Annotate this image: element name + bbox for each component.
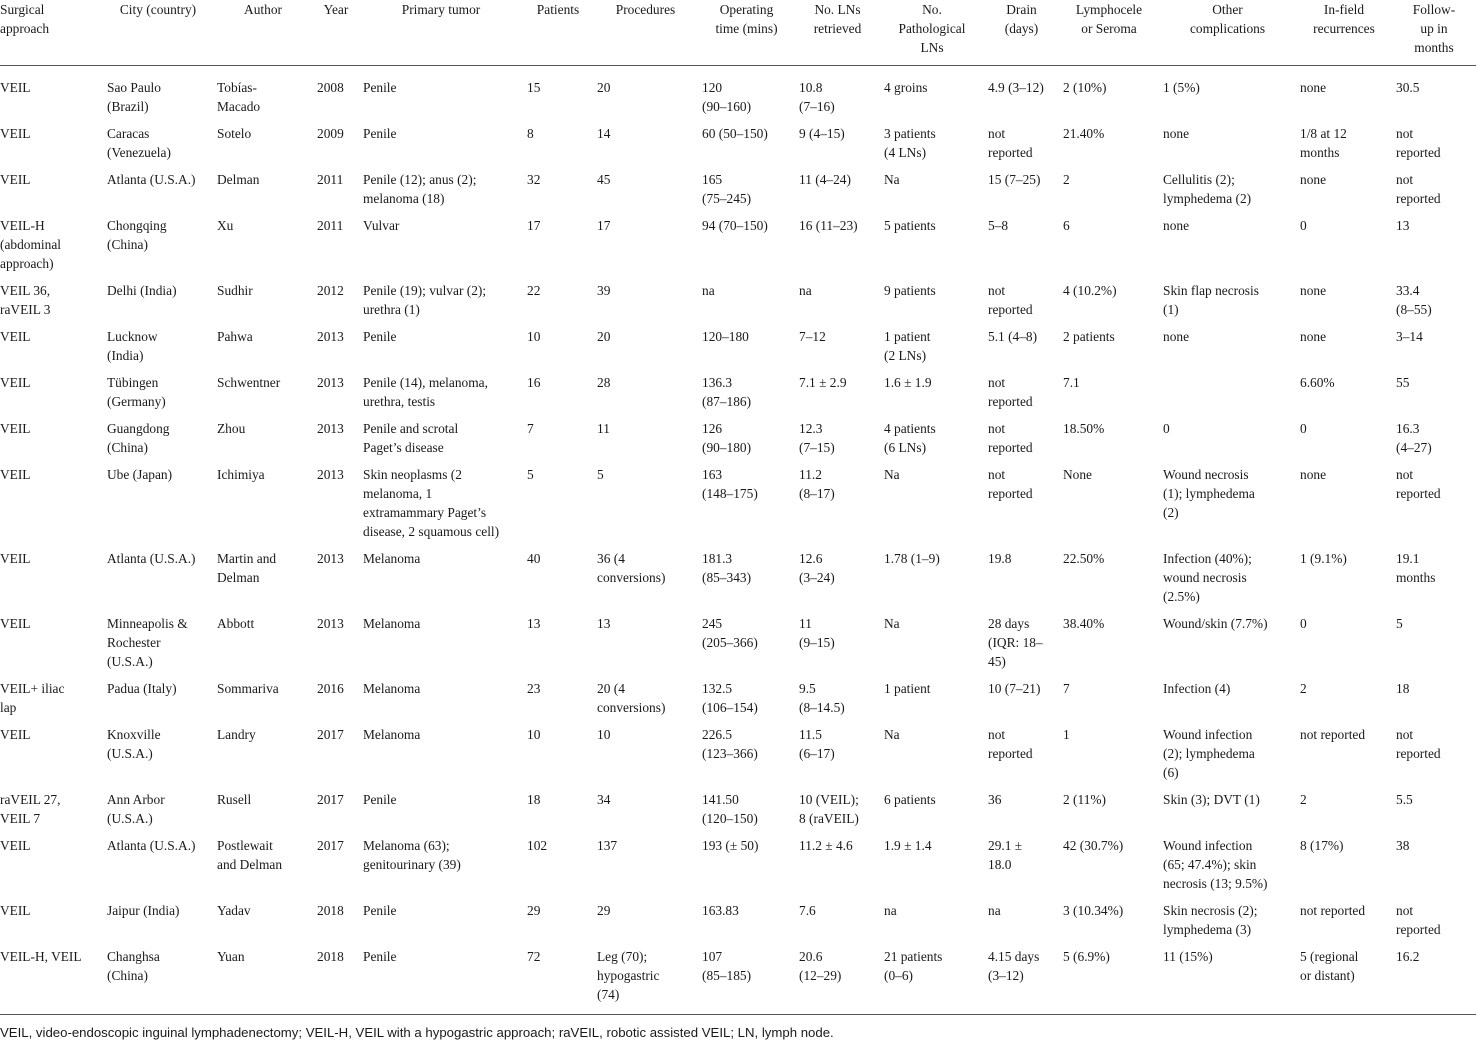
table-cell: 2012: [317, 283, 344, 298]
table-cell: 20: [597, 80, 611, 95]
table-cell: 0: [1300, 616, 1307, 631]
table-row: [0, 327, 1476, 373]
table-cell: 5 patients: [884, 218, 936, 233]
table-cell: Caracas (Venezuela): [107, 126, 171, 160]
table-cell: VEIL: [0, 727, 31, 742]
table-cell: 4.15 days (3–12): [984, 947, 1059, 1015]
table-cell: 2017: [317, 838, 344, 853]
table-row: [0, 281, 1476, 327]
table-cell: Sudhir: [217, 283, 253, 298]
table-cell: 15 (7–25): [988, 172, 1041, 187]
table-cell: Penile: [363, 792, 397, 807]
table-cell: 15: [527, 80, 541, 95]
table-cell: 136.3 (87–186): [702, 375, 752, 409]
table-cell: 120–180: [702, 329, 749, 344]
header-author: Author: [213, 0, 313, 66]
table-cell: 8 (17%): [1300, 838, 1344, 853]
table-cell: 6.60%: [1300, 375, 1335, 390]
table-cell: na: [799, 283, 812, 298]
table-cell: 38.40%: [1063, 616, 1105, 631]
table-cell: 33.4 (8–55): [1396, 283, 1432, 317]
table-cell: 2: [1300, 681, 1307, 696]
table-cell: 60 (50–150): [702, 126, 768, 141]
table-cell: 2013: [317, 375, 344, 390]
table-cell: Wound necrosis (1); lymphedema (2): [1163, 467, 1255, 520]
header-in-field-recurrences: In-field recurrences: [1296, 0, 1392, 66]
table-cell: 7: [527, 421, 534, 436]
table-cell: 22.50%: [1063, 551, 1105, 566]
table-cell: Padua (Italy): [107, 681, 177, 696]
table-cell: Skin necrosis (2); lymphedema (3): [1163, 903, 1258, 937]
header-patients: Patients: [523, 0, 593, 66]
header-procedures: Procedures: [593, 0, 698, 66]
header-lymphocele: Lymphocele or Seroma: [1059, 0, 1159, 66]
table-cell: 11 (9–15): [799, 616, 835, 650]
table-cell: 5.1 (4–8): [988, 329, 1038, 344]
table-cell: 1.78 (1–9): [884, 551, 940, 566]
table-cell: 5 (regional or distant): [1296, 947, 1392, 1015]
table-cell: Jaipur (India): [107, 903, 180, 918]
table-cell: 20.6 (12–29): [795, 947, 880, 1015]
header-pathological-lns: No. Pathological LNs: [880, 0, 984, 66]
table-cell: 9 (4–15): [799, 126, 845, 141]
table-cell: 13: [597, 616, 611, 631]
header-follow-up: Follow- up in months: [1392, 0, 1476, 66]
table-cell: Melanoma: [363, 727, 421, 742]
table-cell: 18.50%: [1063, 421, 1105, 436]
header-row: [0, 0, 1476, 66]
table-row: [0, 419, 1476, 465]
table-cell: 11.2 (8–17): [799, 467, 835, 501]
table-cell: none: [1163, 218, 1190, 233]
table-cell: Leg (70); hypogastric (74): [593, 947, 698, 1015]
table-cell: 163.83: [702, 903, 739, 918]
table-cell: 7: [1063, 681, 1070, 696]
table-cell: none: [1300, 283, 1327, 298]
table-cell: Sao Paulo (Brazil): [107, 80, 161, 114]
table-cell: 3–14: [1396, 329, 1423, 344]
table-cell: 7.6: [799, 903, 816, 918]
table-cell: 12.6 (3–24): [799, 551, 835, 585]
table-cell: 7.1 ± 2.9: [799, 375, 847, 390]
table-cell: Penile and scrotal Paget’s disease: [363, 421, 459, 455]
table-cell: 2011: [317, 218, 344, 233]
table-cell: 18: [1396, 681, 1410, 696]
table-cell: VEIL+ iliac lap: [0, 681, 65, 715]
table-cell: 3 patients (4 LNs): [884, 126, 936, 160]
table-cell: Xu: [217, 218, 234, 233]
table-cell: 12.3 (7–15): [799, 421, 835, 455]
table-cell: Atlanta (U.S.A.): [107, 551, 196, 566]
table-cell: 17: [597, 218, 611, 233]
table-cell: Skin (3); DVT (1): [1163, 792, 1260, 807]
table-cell: Melanoma (63); genitourinary (39): [363, 838, 461, 872]
table-cell: 1.9 ± 1.4: [884, 838, 932, 853]
table-cell: 34: [597, 792, 611, 807]
table-cell: VEIL: [0, 551, 31, 566]
table-cell: 6 patients: [884, 792, 936, 807]
table-cell: 2008: [317, 80, 344, 95]
table-cell: not reported: [988, 283, 1033, 317]
table-footnote: VEIL, video-endoscopic inguinal lymphadenectomy; VEIL-H, VEIL with a hypogastric approach; raVEIL, robotic assisted VEIL; LN, lymph node.: [0, 1025, 834, 1040]
table-cell: Minneapolis & Rochester (U.S.A.): [107, 616, 188, 669]
table-cell: 30.5: [1396, 80, 1420, 95]
table-cell: Yuan: [213, 947, 313, 1015]
table-cell: Lucknow (India): [107, 329, 158, 363]
table-cell: Rusell: [217, 792, 252, 807]
table-cell: 4 patients (6 LNs): [884, 421, 936, 455]
table-cell: not reported: [1396, 727, 1441, 761]
table-cell: Ann Arbor (U.S.A.): [107, 792, 165, 826]
header-surgical-approach: Surgical approach: [0, 0, 103, 66]
table-cell: Na: [884, 616, 900, 631]
table-cell: 5: [527, 467, 534, 482]
table-cell: 8: [527, 126, 534, 141]
table-cell: 23: [527, 681, 541, 696]
table-cell: VEIL: [0, 421, 31, 436]
table-cell: Penile (14), melanoma, urethra, testis: [363, 375, 488, 409]
table-cell: 0: [1300, 421, 1307, 436]
table-cell: 28 days (IQR: 18– 45): [988, 616, 1043, 669]
table-cell: Melanoma: [363, 616, 421, 631]
table-cell: 42 (30.7%): [1063, 838, 1124, 853]
table-row: [0, 836, 1476, 901]
table-cell: VEIL: [0, 903, 31, 918]
table-cell: 181.3 (85–343): [702, 551, 752, 585]
table-cell: Skin neoplasms (2 melanoma, 1 extramammary Paget’s disease, 2 squamous cell): [363, 467, 500, 539]
table-cell: Martin and Delman: [217, 551, 277, 585]
table-cell: 1 (9.1%): [1300, 551, 1347, 566]
table-row: [0, 66, 1476, 125]
table-cell: 2013: [317, 616, 344, 631]
table-cell: 14: [597, 126, 611, 141]
table-cell: 120 (90–160): [702, 80, 752, 114]
table-cell: not reported: [1396, 172, 1441, 206]
table-cell: 29: [527, 903, 541, 918]
table-cell: not reported: [1300, 727, 1366, 742]
table-cell: 45: [597, 172, 611, 187]
table-cell: not reported: [1300, 903, 1366, 918]
table-cell: 165 (75–245): [702, 172, 752, 206]
table-cell: Skin flap necrosis (1): [1163, 283, 1259, 317]
table-cell: 16 (11–23): [799, 218, 858, 233]
table-cell: 5–8: [988, 218, 1009, 233]
table-cell: 2017: [317, 727, 344, 742]
table-cell: 2013: [317, 421, 344, 436]
table-cell: 10 (VEIL); 8 (raVEIL): [799, 792, 859, 826]
table-cell: VEIL: [0, 616, 31, 631]
table-cell: 2018: [313, 947, 359, 1015]
table-cell: Knoxville (U.S.A.): [107, 727, 161, 761]
table-cell: Changhsa (China): [103, 947, 213, 1015]
table-cell: Wound infection (65; 47.4%); skin necrosis (13; 9.5%): [1163, 838, 1268, 891]
table-cell: Wound/skin (7.7%): [1163, 616, 1268, 631]
table-cell: 94 (70–150): [702, 218, 768, 233]
table-cell: 22: [527, 283, 541, 298]
table-cell: Delhi (India): [107, 283, 177, 298]
table-cell: 107 (85–185): [698, 947, 795, 1015]
table-cell: VEIL: [0, 467, 31, 482]
table-cell: None: [1063, 467, 1093, 482]
table-cell: Melanoma: [363, 551, 421, 566]
table-cell: 10: [527, 329, 541, 344]
table-cell: 29.1 ± 18.0: [988, 838, 1023, 872]
table-cell: 141.50 (120–150): [702, 792, 758, 826]
table-cell: Wound infection (2); lymphedema (6): [1163, 727, 1255, 780]
table-cell: 38: [1396, 838, 1410, 853]
table-cell: Na: [884, 467, 900, 482]
table-cell: 1 (5%): [1163, 80, 1200, 95]
table-cell: 2: [1063, 172, 1070, 187]
table-cell: 2009: [317, 126, 344, 141]
table-cell: Ichimiya: [217, 467, 265, 482]
table-cell: 40: [527, 551, 541, 566]
table-cell: not reported: [988, 727, 1033, 761]
table-cell: 11.2 ± 4.6: [799, 838, 853, 853]
table-cell: 20 (4 conversions): [597, 681, 666, 715]
table-cell: 21 patients (0–6): [880, 947, 984, 1015]
table-cell: Infection (4): [1163, 681, 1231, 696]
table-cell: 9.5 (8–14.5): [799, 681, 845, 715]
table-cell: 5 (6.9%): [1059, 947, 1159, 1015]
table-cell: VEIL: [0, 80, 31, 95]
table-cell: 5.5: [1396, 792, 1413, 807]
header-operating-time: Operating time (mins): [698, 0, 795, 66]
table-cell: Schwentner: [217, 375, 281, 390]
table-cell: raVEIL 27, VEIL 7: [0, 792, 61, 826]
table-cell: VEIL: [0, 126, 31, 141]
table-cell: Na: [884, 727, 900, 742]
table-cell: VEIL: [0, 838, 31, 853]
table-cell: 36 (4 conversions): [597, 551, 666, 585]
table-row: [0, 614, 1476, 679]
table-cell: Penile (12); anus (2); melanoma (18): [363, 172, 477, 206]
table-cell: 2: [1300, 792, 1307, 807]
table-cell: Atlanta (U.S.A.): [107, 172, 196, 187]
table-cell: 17: [527, 218, 541, 233]
table-cell: 2 patients: [1063, 329, 1115, 344]
table-cell: 163 (148–175): [702, 467, 758, 501]
header-lns-retrieved: No. LNs retrieved: [795, 0, 880, 66]
table-cell: none: [1300, 329, 1327, 344]
table-cell: 1 patient (2 LNs): [884, 329, 931, 363]
table-row: [0, 465, 1476, 549]
table-cell: 4.9 (3–12): [988, 80, 1044, 95]
table-cell: 16.2: [1392, 947, 1476, 1015]
table-cell: VEIL: [0, 375, 31, 390]
table-cell: not reported: [988, 375, 1033, 409]
table-cell: Vulvar: [363, 218, 400, 233]
table-cell: VEIL: [0, 172, 31, 187]
table-cell: 11 (15%): [1159, 947, 1296, 1015]
table-cell: not reported: [1396, 467, 1441, 501]
table-cell: 1.6 ± 1.9: [884, 375, 932, 390]
table-row: [0, 901, 1476, 947]
table-cell: none: [1163, 329, 1190, 344]
table-cell: 7.1: [1063, 375, 1080, 390]
table-cell: Atlanta (U.S.A.): [107, 838, 196, 853]
table-cell: 39: [597, 283, 611, 298]
table-body: [0, 66, 1476, 1015]
table-cell: 5: [597, 467, 604, 482]
table-cell: Na: [884, 172, 900, 187]
table-cell: 18: [527, 792, 541, 807]
table-cell: 10 (7–21): [988, 681, 1041, 696]
table-cell: 5: [1396, 616, 1403, 631]
table-row: [0, 679, 1476, 725]
table-row: [0, 373, 1476, 419]
table-cell: Cellulitis (2); lymphedema (2): [1163, 172, 1252, 206]
header-city: City (country): [103, 0, 213, 66]
table-row: [0, 549, 1476, 614]
table-cell: 11.5 (6–17): [799, 727, 835, 761]
table-cell: 16.3 (4–27): [1396, 421, 1432, 455]
table-cell: none: [1163, 126, 1190, 141]
table-cell: Pahwa: [217, 329, 253, 344]
table-cell: none: [1300, 467, 1327, 482]
table-cell: 0: [1300, 218, 1307, 233]
table-cell: 2 (10%): [1063, 80, 1107, 95]
table-cell: not reported: [1396, 903, 1441, 937]
header-drain: Drain (days): [984, 0, 1059, 66]
table-cell: na: [988, 903, 1001, 918]
table-cell: 132.5 (106–154): [702, 681, 758, 715]
table-cell: 19.8: [988, 551, 1012, 566]
table-cell: na: [702, 283, 715, 298]
table-cell: 4 (10.2%): [1063, 283, 1117, 298]
table-cell: 193 (± 50): [702, 838, 759, 853]
table-cell: Melanoma: [363, 681, 421, 696]
table-cell: 245 (205–366): [702, 616, 758, 650]
table-cell: 1/8 at 12 months: [1300, 126, 1347, 160]
table-cell: 36: [988, 792, 1002, 807]
table-cell: Tobías- Macado: [217, 80, 261, 114]
table-cell: 13: [1396, 218, 1410, 233]
table-cell: 29: [597, 903, 611, 918]
table-cell: 2013: [317, 467, 344, 482]
table-cell: Delman: [217, 172, 260, 187]
table-row: [0, 216, 1476, 281]
table-cell: Penile: [363, 80, 397, 95]
table-cell: 3 (10.34%): [1063, 903, 1124, 918]
table-cell: Abbott: [217, 616, 255, 631]
table-cell: Yadav: [217, 903, 251, 918]
header-other-complications: Other complications: [1159, 0, 1296, 66]
table-cell: Ube (Japan): [107, 467, 173, 482]
table-cell: VEIL 36, raVEIL 3: [0, 283, 51, 317]
table-row: [0, 170, 1476, 216]
table-cell: not reported: [988, 126, 1033, 160]
table-cell: 2011: [317, 172, 344, 187]
table-cell: [1159, 373, 1296, 419]
table-cell: 9 patients: [884, 283, 936, 298]
table-cell: not reported: [1396, 126, 1441, 160]
table-cell: 2013: [317, 551, 344, 566]
table-cell: 2013: [317, 329, 344, 344]
table-cell: 19.1 months: [1396, 551, 1436, 585]
table-row: [0, 124, 1476, 170]
table-cell: 20: [597, 329, 611, 344]
table-cell: Penile: [363, 903, 397, 918]
table-cell: 72: [523, 947, 593, 1015]
table-cell: 226.5 (123–366): [702, 727, 758, 761]
table-row: [0, 790, 1476, 836]
table-cell: 28: [597, 375, 611, 390]
table-cell: Penile (19); vulvar (2); urethra (1): [363, 283, 487, 317]
table-cell: Sommariva: [217, 681, 279, 696]
table-cell: Infection (40%); wound necrosis (2.5%): [1163, 551, 1252, 604]
table-cell: 2018: [317, 903, 344, 918]
table-cell: 126 (90–180): [702, 421, 752, 455]
table-cell: 11 (4–24): [799, 172, 851, 187]
table-cell: 10.8 (7–16): [799, 80, 835, 114]
table-cell: 21.40%: [1063, 126, 1105, 141]
table-row: [0, 725, 1476, 790]
table-cell: 16: [527, 375, 541, 390]
table-cell: 1 patient: [884, 681, 931, 696]
table-cell: Guangdong (China): [107, 421, 170, 455]
table-cell: 7–12: [799, 329, 826, 344]
table-cell: 32: [527, 172, 541, 187]
table-cell: none: [1300, 172, 1327, 187]
table-cell: 2016: [317, 681, 344, 696]
table-cell: Tübingen (Germany): [107, 375, 166, 409]
table-cell: Landry: [217, 727, 256, 742]
table-cell: 13: [527, 616, 541, 631]
table-cell: Penile: [363, 126, 397, 141]
table-cell: Penile: [359, 947, 523, 1015]
table-cell: na: [884, 903, 897, 918]
table-cell: none: [1300, 80, 1327, 95]
table-cell: not reported: [988, 467, 1033, 501]
header-primary-tumor: Primary tumor: [359, 0, 523, 66]
table-cell: 10: [597, 727, 611, 742]
header-year: Year: [313, 0, 359, 66]
table-cell: 11: [597, 421, 610, 436]
table-cell: Postlewait and Delman: [217, 838, 283, 872]
table-cell: Penile: [363, 329, 397, 344]
table-cell: 102: [527, 838, 548, 853]
table-cell: 0: [1163, 421, 1170, 436]
table-cell: not reported: [988, 421, 1033, 455]
table-cell: 10: [527, 727, 541, 742]
table-cell: VEIL-H, VEIL: [0, 947, 103, 1015]
table-cell: 2017: [317, 792, 344, 807]
table-cell: Sotelo: [217, 126, 252, 141]
table-cell: 4 groins: [884, 80, 928, 95]
table-cell: 1: [1063, 727, 1070, 742]
table-cell: 55: [1396, 375, 1410, 390]
table-cell: VEIL-H (abdominal approach): [0, 218, 61, 271]
table-cell: Chongqing (China): [107, 218, 167, 252]
table-cell: 137: [597, 838, 618, 853]
table-cell: Zhou: [217, 421, 246, 436]
table-cell: VEIL: [0, 329, 31, 344]
table-row: [0, 947, 1476, 1015]
table-cell: 6: [1063, 218, 1070, 233]
table-cell: 2 (11%): [1063, 792, 1107, 807]
